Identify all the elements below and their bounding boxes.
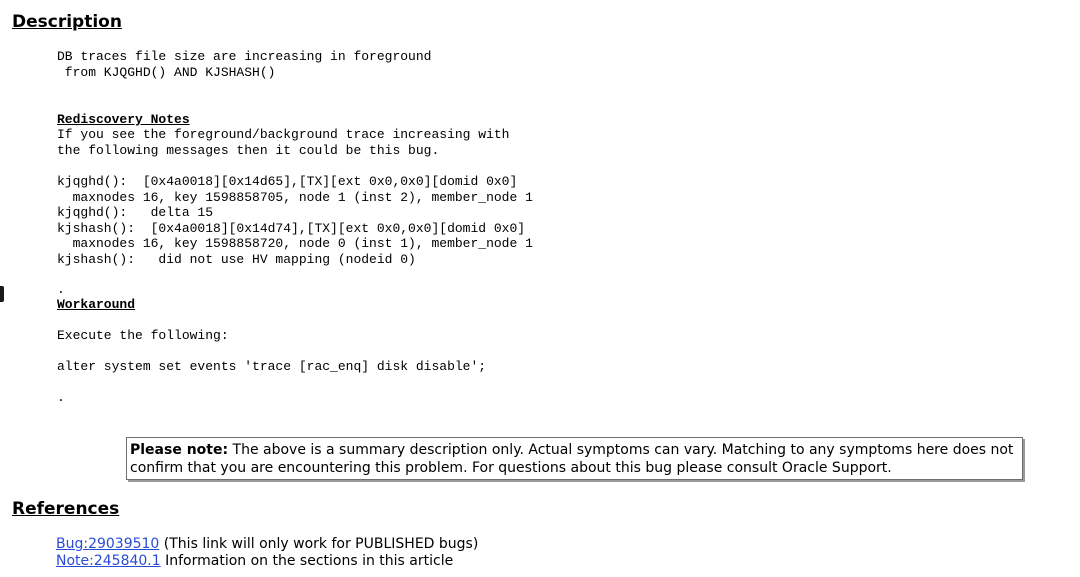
rediscovery-notes-text: If you see the foreground/background trace increasing with the following messages then it could be this bug. [57,127,510,158]
rediscovery-notes-heading [57,112,190,128]
reference-item [56,553,478,570]
workaround-intro: Execute the following: [57,328,229,343]
please-note-text: The above is a summary description only. Actual symptoms can vary. Matching to any symptoms here does not confirm that you are encountering this problem. For questions about this bug please consult Oracle Support. [130,442,1014,476]
reference-item-text: (This link will only work for PUBLISHED bugs) [159,536,479,552]
description-intro: DB traces file size are increasing in foreground from KJQGHD() AND KJSHASH() [57,49,432,80]
workaround-heading [57,297,135,313]
description-heading: Description [12,12,122,32]
workaround-command: alter system set events 'trace [rac_enq] disk disable'; [57,359,487,374]
trace-messages: kjqghd(): [0x4a0018][0x14d65],[TX][ext 0x0,0x0][domid 0x0] maxnodes 16, key 1598858705, node 1 (inst 2), member_node 1 kjqghd(): delta 15 kjshash(): [0x4a0018][0x14d74],[TX][ext 0x0,0x0][domid 0x0] maxnodes 16, key 1598858720, node 0 (inst 1), member_node 1 kjshash(): did not use HV mapping (nodeid 0) [57,174,533,267]
note-link[interactable]: Note:245840.1 [56,553,161,569]
separator-dot: . [57,282,65,297]
references-list [56,536,478,570]
please-note-label: Please note: [130,442,229,458]
rediscovery-notes-title: Rediscovery Notes [57,112,190,127]
workaround-title: Workaround [57,297,136,312]
reference-item [56,536,478,553]
scroll-tab-marker[interactable] [0,286,4,302]
reference-item-text: Information on the sections in this article [160,553,454,569]
bug-link[interactable]: Bug:29039510 [56,536,160,552]
please-note-box [126,437,1023,480]
references-heading: References [12,499,120,519]
separator-dot-2: . [57,390,65,405]
